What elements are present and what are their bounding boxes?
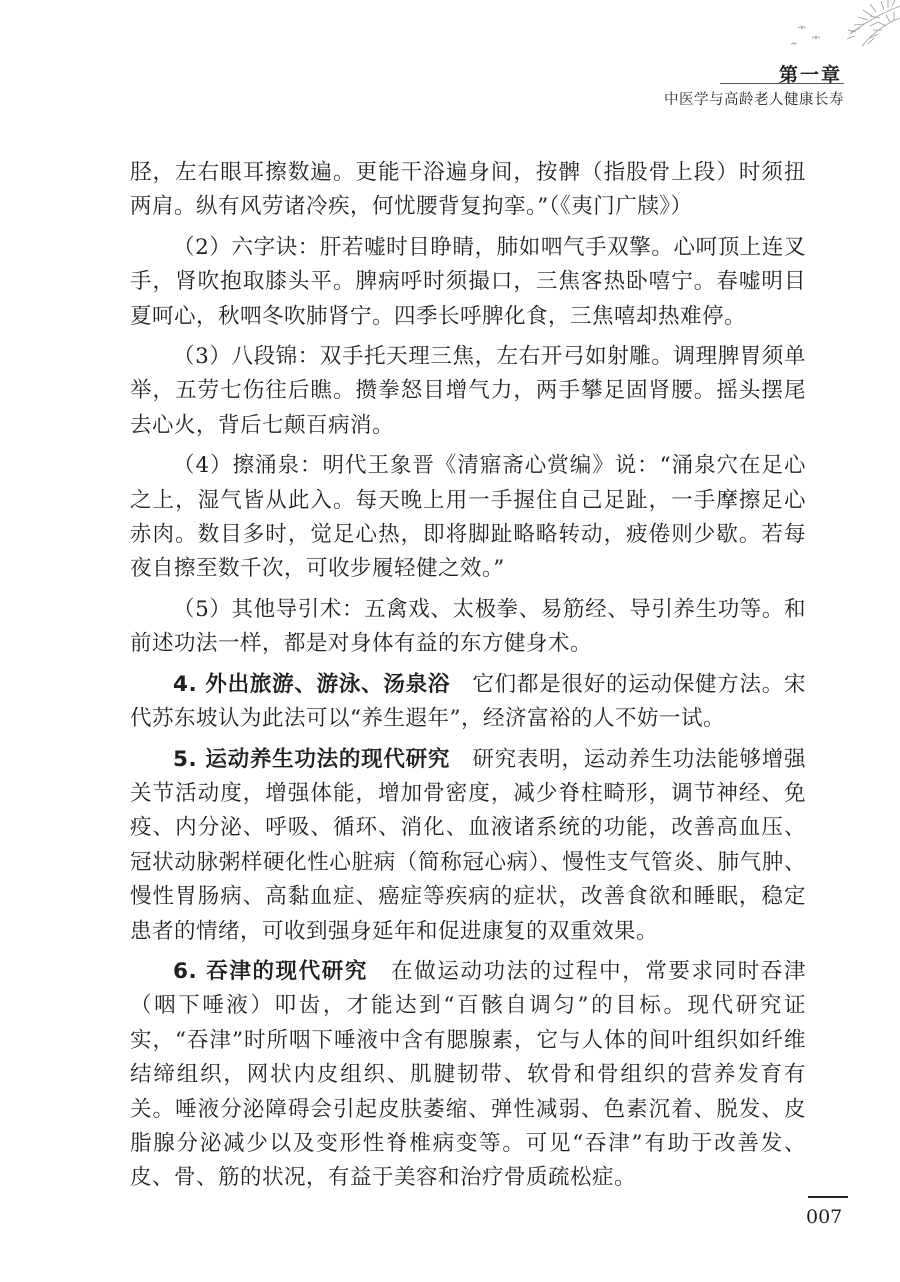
section-heading: 4. 外出旅游、游泳、汤泉浴 bbox=[173, 671, 451, 697]
paragraph: （5）其他导引术：五禽戏、太极拳、易筋经、导引养生功等。和前述功法一样，都是对身体有益的东方健身术。 bbox=[130, 596, 806, 657]
paragraph: （3）八段锦：双手托天理三焦，左右开弓如射雕。调理脾胃须单举，五劳七伤往后瞧。攒拳怒目增气力，两手攀足固肾腰。摇头摆尾去心火，背后七颠百病消。 bbox=[130, 344, 806, 438]
chapter-label: 第一章 bbox=[778, 64, 842, 86]
footer-rule bbox=[808, 1196, 848, 1198]
section-heading: 5. 运动养生功法的现代研究 bbox=[173, 746, 451, 772]
body-text bbox=[130, 156, 806, 1202]
paragraph: 4. 外出旅游、游泳、汤泉浴 它们都是很好的运动保健方法。宋代苏东坡认为此法可以“养生遐年”，经济富裕的人不妨一试。 bbox=[130, 671, 806, 732]
paragraph: 胫，左右眼耳擦数遍。更能干浴遍身间，按髀（指股骨上段）时须扭两肩。纵有风劳诸冷疾，何忧腰背复拘挛。”（《夷门广牍》） bbox=[130, 160, 806, 220]
chapter-subtitle: 中医学与高龄老人健康长寿 bbox=[664, 92, 844, 108]
header-rule bbox=[720, 83, 844, 84]
paragraph: 6. 吞津的现代研究 在做运动功法的过程中，常要求同时吞津（咽下唾液）叩齿，才能达到“百骸自调匀”的目标。现代研究证实，“吞津”时所咽下唾液中含有腮腺素，它与人体的间叶组织如纤维结缔组织，网状内皮组织、肌腱韧带、软骨和骨组织的营养发育有关。唾液分泌障碍会引起皮肤萎缩、弹性减弱、色素沉着、脱发、皮脂腺分泌减少以及变形性脊椎病变等。可见“吞津”有助于改善发、皮、骨、筋的状况，有益于美容和治疗骨质疏松症。 bbox=[130, 958, 806, 1191]
section-heading: 6. 吞津的现代研究 bbox=[173, 958, 368, 984]
page-number: 007 bbox=[806, 1206, 843, 1228]
paragraph: 5. 运动养生功法的现代研究 研究表明，运动养生功法能够增强关节活动度，增强体能，增加骨密度，减少脊柱畸形，调节神经、免疫、内分泌、呼吸、循环、消化、血液诸系统的功能，改善高血压、冠状动脉粥样硬化性心脏病（简称冠心病）、慢性支气管炎、肺气肿、慢性胃肠病、高黏血症、癌症等疾病的症状，改善食欲和睡眠，稳定患者的情绪，可收到强身延年和促进康复的双重效果。 bbox=[130, 746, 806, 944]
paragraph: （2）六字诀：肝若嘘时目睁睛，肺如呬气手双擎。心呵顶上连叉手，肾吹抱取膝头平。脾病呼时须撮口，三焦客热卧嘻宁。春嘘明目夏呵心，秋呬冬吹肺肾宁。四季长呼脾化食，三焦嘻却热难停。 bbox=[130, 234, 806, 329]
paragraph: （4）擦涌泉：明代王象晋《清寤斋心赏编》说：“涌泉穴在足心之上，湿气皆从此入。每天晚上用一手握住自己足趾，一手摩擦足心赤肉。数目多时，觉足心热，即将脚趾略略转动，疲倦则少歇。若每夜自擦至数千次，可收步履轻健之效。” bbox=[130, 453, 806, 582]
